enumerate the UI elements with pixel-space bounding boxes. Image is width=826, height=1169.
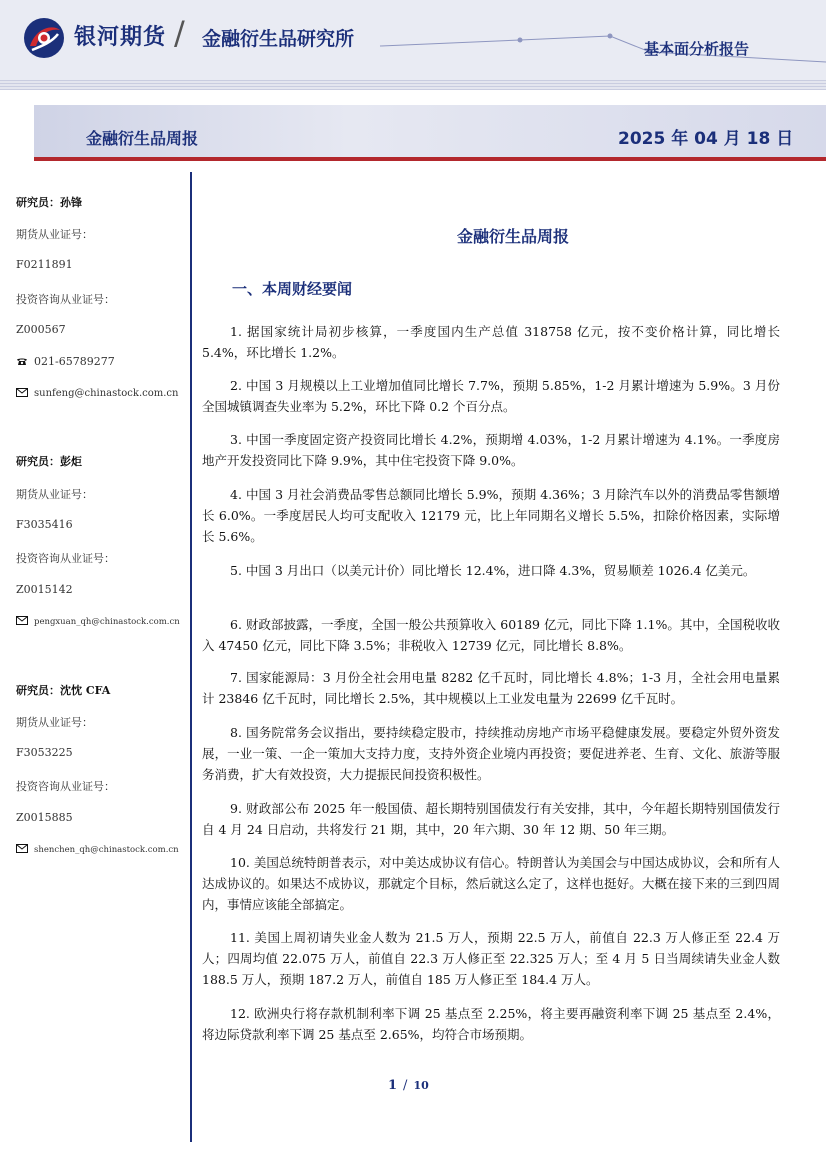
- report-date: 2025 年 04 月 18 日: [618, 129, 794, 149]
- section-heading: 一、本周财经要闻: [232, 280, 353, 298]
- envelope-icon: [16, 616, 28, 625]
- researcher-name: 研究员：沈忱 CFA: [16, 684, 111, 697]
- news-paragraph: 5. 中国 3 月出口（以美元计价）同比增长 12.4%，进口降 4.3%，贸易顺差 1026.4 亿美元。: [230, 563, 756, 578]
- document-title: 金融衍生品周报: [456, 227, 569, 246]
- company-name: 银河期货: [74, 25, 167, 50]
- sidebar-divider: [190, 172, 192, 1142]
- top-header: [0, 0, 826, 80]
- futures-cert: F0211891: [16, 258, 73, 271]
- total-pages: 10: [413, 1079, 429, 1092]
- consult-cert-label: 投资咨询从业证号：: [16, 780, 115, 793]
- news-paragraph: 11. 美国上周初请失业金人数为 21.5 万人，预期 22.5 万人，前值自 22.3 万人修正至 22.4 万人；四周均值 22.075 万人，前值自 22.3 万人修正至 22.325 万人；至 4 月 5 日当周续请失业金人数 188.5 万人，预期 187.2 万人，前值自 185 万人修正至 184.4 万人。: [202, 930, 780, 987]
- news-paragraph: 12. 欧洲央行将存款机制利率下调 25 基点至 2.25%，将主要再融资利率下调 25 基点至 2.4%，将边际贷款利率下调 25 基点至 2.65%，均符合市场预期。: [202, 1006, 780, 1042]
- news-paragraph: 7. 国家能源局：3 月份全社会用电量 8282 亿千瓦时，同比增长 4.8%；1-3 月，全社会用电量累计 23846 亿千瓦时，同比增长 2.5%，其中规模以上工业发电量为 22699 亿千瓦时。: [202, 670, 780, 706]
- phone-row: [16, 355, 115, 368]
- report-type: 基本面分析报告: [644, 40, 750, 58]
- email-row: [16, 616, 180, 627]
- futures-cert: F3053225: [16, 746, 73, 759]
- email-row: [16, 844, 179, 855]
- news-paragraph: 4. 中国 3 月社会消费品零售总额同比增长 5.9%，预期 4.36%；3 月除汽车以外的消费品零售额增长 6.0%。一季度居民人均可支配收入 12179 元，比上年同期名义增长 5.5%，扣除价格因素，实际增长 5.6%。: [202, 487, 780, 544]
- galaxy-logo: [22, 16, 66, 60]
- page-separator: /: [403, 1078, 408, 1093]
- page-number: [388, 1078, 429, 1093]
- header-stripe: [0, 80, 826, 90]
- researcher-name: 研究员：彭炬: [16, 455, 82, 468]
- consult-cert: Z0015142: [16, 583, 73, 596]
- news-paragraph: 10. 美国总统特朗普表示，对中美达成协议有信心。特朗普认为美国会与中国达成协议，会和所有人达成协议的。如果达不成协议，那就定个目标，然后就这么定了，这样也挺好。大概在接下来的三到四周内，事情应该能全部搞定。: [202, 855, 780, 912]
- banner-title: 金融衍生品周报: [86, 129, 199, 148]
- header-separator: /: [174, 14, 185, 52]
- banner-underline: [34, 157, 826, 161]
- news-paragraph: 9. 财政部公布 2025 年一般国债、超长期特别国债发行有关安排，其中，今年超长期特别国债发行自 4 月 24 日启动，共将发行 21 期，其中，20 年六期、30 年 12 期、50 年三期。: [202, 801, 780, 837]
- phone-number: 021-65789277: [34, 355, 115, 368]
- news-paragraph: 6. 财政部披露，一季度，全国一般公共预算收入 60189 亿元，同比下降 1.1%。其中，全国税收收入 47450 亿元，同比下降 3.5%；非税收入 12739 亿元，同比增长 8.8%。: [202, 617, 780, 653]
- futures-cert-label: 期货从业证号：: [16, 716, 93, 729]
- news-paragraph: 3. 中国一季度固定资产投资同比增长 4.2%，预期增 4.03%，1-2 月累计增速为 4.1%。一季度房地产开发投资同比下降 9.9%，其中住宅投资下降 9.0%。: [202, 432, 780, 468]
- email-address: shenchen_qh@chinastock.com.cn: [34, 845, 179, 855]
- news-paragraph: 1. 据国家统计局初步核算，一季度国内生产总值 318758 亿元，按不变价格计算，同比增长 5.4%，环比增长 1.2%。: [202, 324, 780, 360]
- news-paragraph: 8. 国务院常务会议指出，要持续稳定股市，持续推动房地产市场平稳健康发展。要稳定外贸外资发展，一业一策、一企一策加大支持力度，支持外资企业境内再投资；要促进养老、生育、文化、旅游等服务消费，扩大有效投资，大力提振民间投资积极性。: [202, 725, 780, 782]
- email-address: pengxuan_qh@chinastock.com.cn: [34, 617, 180, 627]
- researcher-name: 研究员：孙锋: [16, 196, 82, 209]
- institute-name: 金融衍生品研究所: [202, 28, 355, 50]
- consult-cert: Z000567: [16, 323, 66, 336]
- consult-cert-label: 投资咨询从业证号：: [16, 552, 115, 565]
- current-page: 1: [388, 1078, 398, 1093]
- email-address: sunfeng@chinastock.com.cn: [34, 388, 179, 399]
- futures-cert-label: 期货从业证号：: [16, 228, 93, 241]
- email-row: [16, 388, 178, 399]
- futures-cert-label: 期货从业证号：: [16, 488, 93, 501]
- news-paragraph: 2. 中国 3 月规模以上工业增加值同比增长 7.7%，预期 5.85%，1-2 月累计增速为 5.9%。3 月份全国城镇调查失业率为 5.2%，环比下降 0.2 个百分点。: [202, 378, 780, 414]
- envelope-icon: [16, 844, 28, 853]
- phone-icon: [16, 357, 28, 366]
- consult-cert-label: 投资咨询从业证号：: [16, 293, 115, 306]
- futures-cert: F3035416: [16, 518, 73, 531]
- envelope-icon: [16, 388, 28, 397]
- consult-cert: Z0015885: [16, 811, 73, 824]
